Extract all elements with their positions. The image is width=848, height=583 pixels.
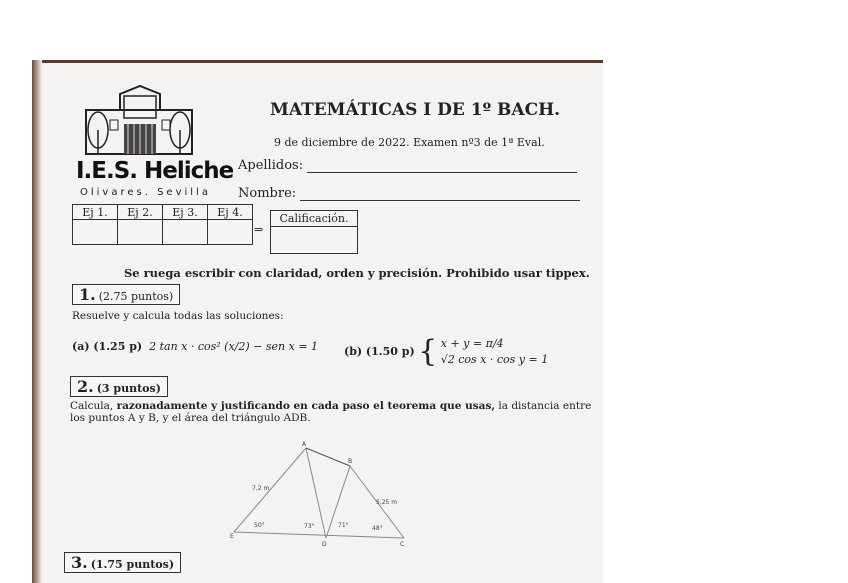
exercise-2-header	[70, 376, 168, 397]
segment-ea	[234, 448, 306, 532]
calificacion-cell[interactable]	[271, 227, 357, 253]
angle-c-label: 48°	[372, 525, 383, 532]
length-ea-label: 7,2 m	[252, 485, 270, 492]
apellidos-line	[307, 172, 577, 173]
system-brace: {	[418, 334, 438, 369]
exercise-3-number: 3.	[71, 553, 88, 572]
angle-e-label: 50°	[254, 522, 265, 529]
implies-arrow: ⇒	[254, 223, 264, 236]
grade-cell-ej4[interactable]	[208, 220, 253, 245]
apellidos-label: Apellidos:	[238, 158, 304, 173]
exercise-1a-expression: 2 tan x · cos² (x/2) − sen x = 1	[149, 340, 319, 353]
point-a-label: A	[302, 441, 307, 448]
exercise-1b-equation-1: x + y = π/4	[440, 337, 504, 350]
exercise-2-text-a: Calcula,	[70, 400, 117, 412]
point-d-label: D	[322, 541, 327, 548]
grades-header-ej2: Ej 2.	[118, 205, 163, 220]
nombre-field[interactable]	[238, 186, 580, 201]
grade-cell-ej2[interactable]	[118, 220, 163, 245]
paper-top-edge	[32, 60, 603, 63]
segment-ab	[306, 448, 353, 466]
exercise-1-points: (2.75 puntos)	[98, 290, 174, 303]
exercise-2-points: (3 puntos)	[96, 382, 161, 395]
school-name: I.E.S. Heliche	[76, 158, 234, 184]
grades-score-row	[73, 220, 253, 245]
exercise-1-header	[72, 284, 180, 305]
exercise-1a-label: (a) (1.25 p)	[72, 340, 143, 353]
point-c-label: C	[400, 541, 405, 548]
exercise-1b	[344, 336, 548, 368]
grades-header-row	[73, 205, 253, 220]
exercise-2-text-c: la distancia entre	[495, 400, 592, 412]
exercise-1-statement: Resuelve y calcula todas las soluciones:	[72, 310, 284, 322]
calificacion-box	[270, 210, 358, 254]
grades-header-ej4: Ej 4.	[208, 205, 253, 220]
exercise-2-statement-line2: los puntos A y B, y el área del triángulo ADB.	[70, 412, 311, 424]
exercise-3-header	[64, 552, 181, 573]
angle-bdc-label: 71°	[338, 522, 349, 529]
exercise-2-statement-line1	[70, 400, 591, 412]
triangle-diagram	[230, 440, 410, 550]
exam-title: MATEMÁTICAS I DE 1º BACH.	[270, 100, 561, 120]
exercise-2-text-bold: razonadamente y justificando en cada paso el teorema que usas,	[116, 400, 496, 412]
instructions-notice: Se ruega escribir con claridad, orden y precisión. Prohibido usar tippex.	[124, 266, 590, 280]
paper-left-shadow	[32, 60, 42, 583]
apellidos-field[interactable]	[238, 158, 577, 173]
nombre-line	[300, 200, 580, 201]
exam-date-line: 9 de diciembre de 2022. Examen nº3 de 1ª Eval.	[274, 136, 545, 149]
exercise-3-points: (1.75 puntos)	[90, 558, 175, 571]
point-e-label: E	[230, 533, 234, 540]
segment-ec	[234, 532, 404, 538]
exercise-1a	[72, 340, 318, 353]
angle-adb-label: 73°	[304, 523, 315, 530]
length-bc-label: 5,25 m	[376, 499, 398, 506]
exercise-1b-label: (b) (1.50 p)	[344, 345, 415, 358]
grades-table	[72, 204, 253, 245]
exercise-2-number: 2.	[77, 377, 94, 396]
exercise-1-number: 1.	[79, 285, 96, 304]
grades-header-ej1: Ej 1.	[73, 205, 118, 220]
grade-cell-ej1[interactable]	[73, 220, 118, 245]
calificacion-label: Calificación.	[271, 211, 357, 227]
exercise-1b-equation-2: √2 cos x · cos y = 1	[440, 353, 549, 366]
grades-header-ej3: Ej 3.	[163, 205, 208, 220]
point-b-label: B	[348, 458, 353, 465]
nombre-label: Nombre:	[238, 186, 297, 201]
school-location: Olivares. Sevilla	[80, 187, 211, 198]
grade-cell-ej3[interactable]	[163, 220, 208, 245]
exam-sheet	[32, 60, 603, 583]
